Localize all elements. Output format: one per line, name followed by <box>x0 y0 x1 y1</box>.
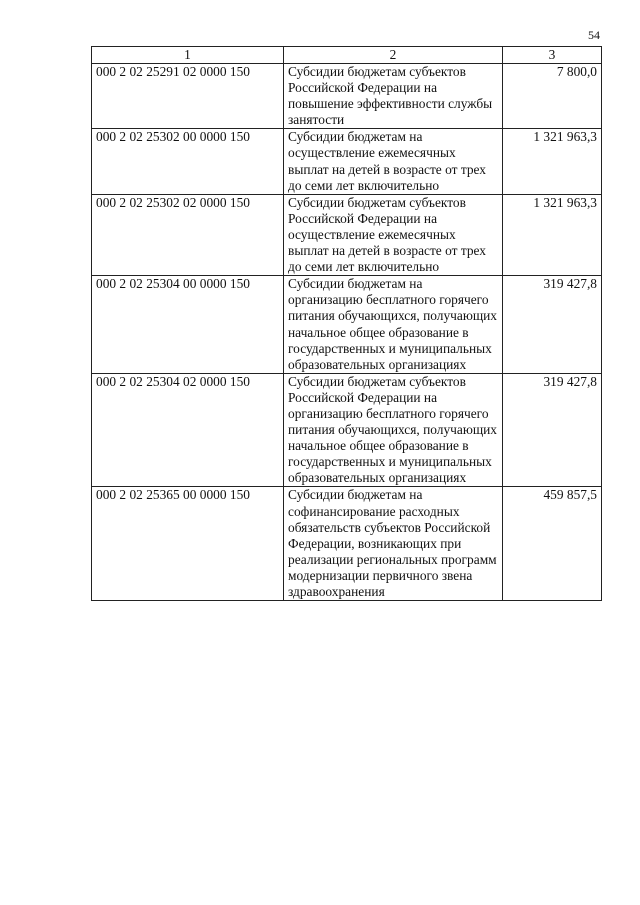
revenue-name-cell: Субсидии бюджетам на софинансирование расходных обязательств субъектов Российской Федерации, возникающих при реализации региональных программ модернизации первичного звена здравоохранения <box>284 487 503 601</box>
revenue-name-cell: Субсидии бюджетам субъектов Российской Федерации на осуществление ежемесячных выплат на детей в возрасте от трех до семи лет включительно <box>284 194 503 275</box>
revenue-name-cell: Субсидии бюджетам на организацию бесплатного горячего питания обучающихся, получающих начальное общее образование в государственных и муниципальных образовательных организациях <box>284 276 503 374</box>
budget-code-cell: 000 2 02 25302 02 0000 150 <box>92 194 284 275</box>
amount-cell: 459 857,5 <box>503 487 602 601</box>
table-row <box>92 373 602 487</box>
budget-revenue-table <box>91 46 602 601</box>
table-row <box>92 276 602 374</box>
budget-code-cell: 000 2 02 25302 00 0000 150 <box>92 129 284 194</box>
budget-code-cell: 000 2 02 25291 02 0000 150 <box>92 64 284 129</box>
revenue-name-cell: Субсидии бюджетам субъектов Российской Федерации на повышение эффективности службы занятости <box>284 64 503 129</box>
revenue-name-cell: Субсидии бюджетам субъектов Российской Федерации на организацию бесплатного горячего питания обучающихся, получающих начальное общее образование в государственных и муниципальных образовательных организациях <box>284 373 503 487</box>
amount-cell: 319 427,8 <box>503 276 602 374</box>
page-number: 54 <box>588 28 600 42</box>
amount-cell: 319 427,8 <box>503 373 602 487</box>
revenue-name-cell: Субсидии бюджетам на осуществление ежемесячных выплат на детей в возрасте от трех до семи лет включительно <box>284 129 503 194</box>
table-row <box>92 129 602 194</box>
column-header-name: 2 <box>284 47 503 64</box>
table-row <box>92 487 602 601</box>
budget-code-cell: 000 2 02 25304 02 0000 150 <box>92 373 284 487</box>
budget-code-cell: 000 2 02 25365 00 0000 150 <box>92 487 284 601</box>
table-row <box>92 64 602 129</box>
amount-cell: 1 321 963,3 <box>503 129 602 194</box>
amount-cell: 7 800,0 <box>503 64 602 129</box>
column-header-amount: 3 <box>503 47 602 64</box>
table-header-row <box>92 47 602 64</box>
table-row <box>92 194 602 275</box>
column-header-code: 1 <box>92 47 284 64</box>
amount-cell: 1 321 963,3 <box>503 194 602 275</box>
budget-code-cell: 000 2 02 25304 00 0000 150 <box>92 276 284 374</box>
